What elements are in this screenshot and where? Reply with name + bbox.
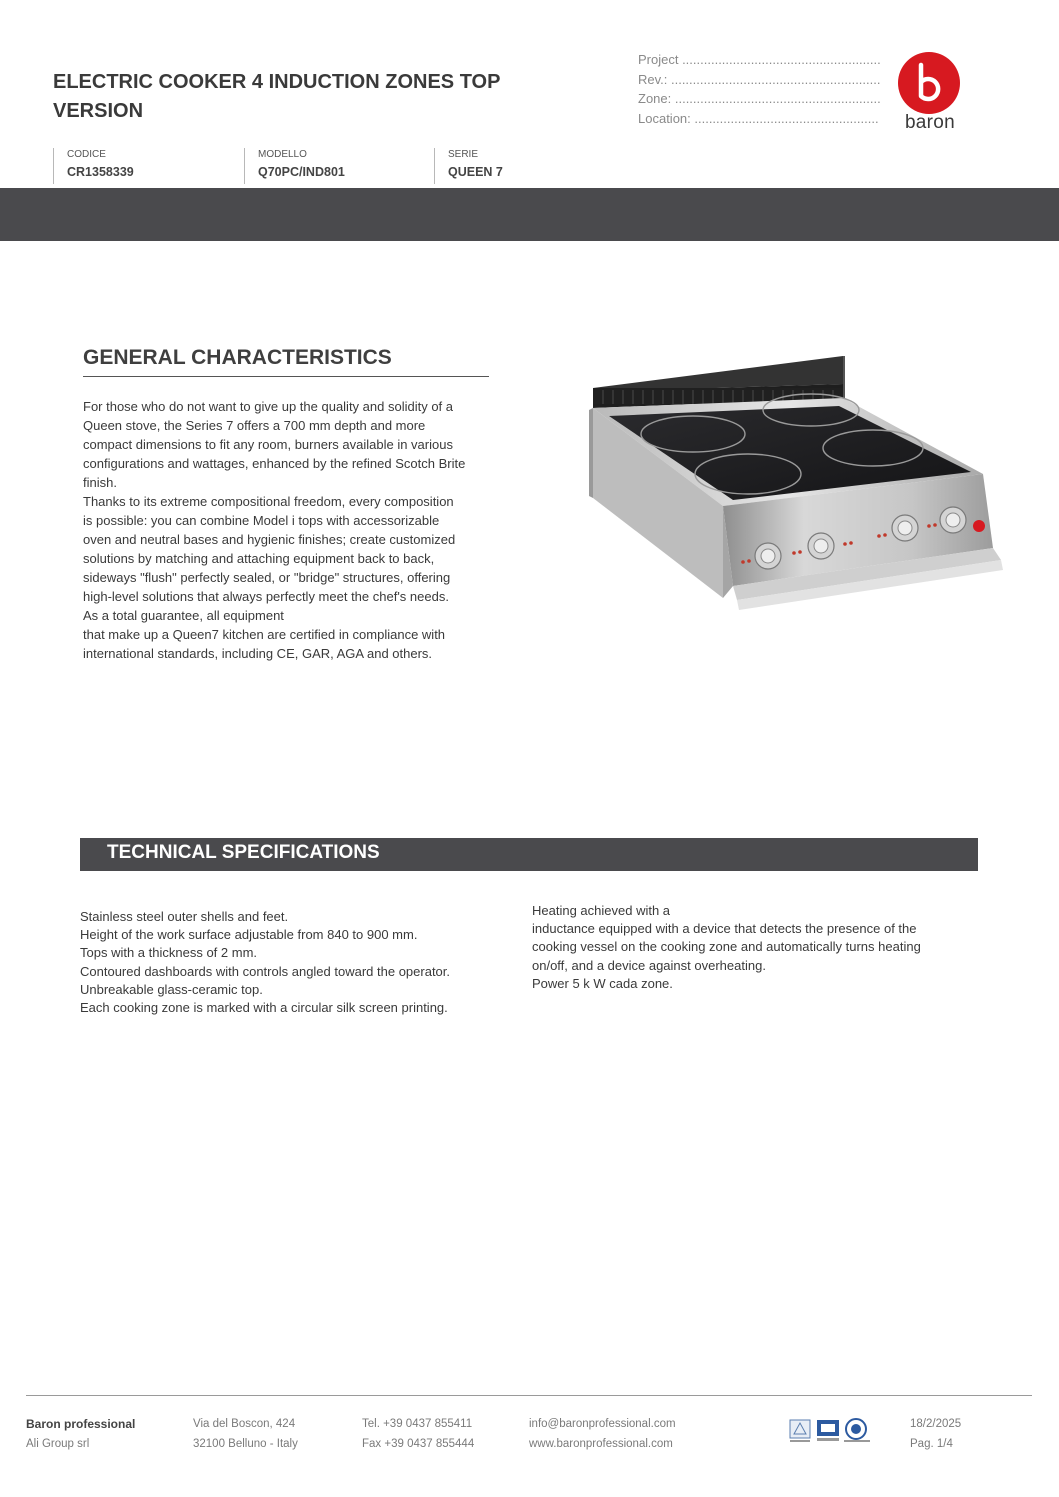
spec-line: Stainless steel outer shells and feet.: [80, 909, 289, 924]
text-line: Thanks to its extreme compositional freedom, every composition: [83, 494, 454, 509]
email-link[interactable]: info@baronprofessional.com: [529, 1418, 676, 1430]
meta-value: CR1358339: [67, 165, 134, 179]
footer-company: [26, 1414, 176, 1454]
specs-right-column: [532, 902, 962, 993]
revision-line: Rev.: ..........................................................: [638, 71, 881, 87]
website-link[interactable]: www.baronprofessional.com: [529, 1438, 673, 1450]
general-heading: GENERAL CHARACTERISTICS: [83, 346, 489, 377]
logo-wordmark: baron: [904, 112, 956, 133]
meta-codice: [53, 148, 243, 184]
spec-line: Height of the work surface adjustable from 840 to 900 mm.: [80, 927, 418, 943]
footer-divider: [26, 1395, 1032, 1396]
text-line: For those who do not want to give up the quality and solidity of a: [83, 399, 454, 414]
certification-mark-icon: [788, 1418, 812, 1442]
location-line: Location: ...................................................: [638, 110, 879, 126]
spec-line: inductance equipped with a device that detects the presence of the: [532, 921, 917, 937]
document-title: ELECTRIC COOKER 4 INDUCTION ZONES TOP VERSION: [53, 71, 501, 122]
footer-address: [193, 1414, 343, 1454]
footer-date-page: [910, 1414, 1020, 1454]
meta-value: QUEEN 7: [448, 165, 503, 179]
footer-contacts: [529, 1414, 729, 1454]
product-image: [583, 348, 1008, 628]
specs-left-column: [80, 908, 520, 1017]
meta-label: CODICE: [67, 149, 106, 160]
text-line: solutions by matching and attaching equipment back to back,: [83, 551, 435, 566]
text-line: As a total guarantee, all equipment: [83, 608, 284, 623]
fax: Fax +39 0437 855444: [362, 1438, 475, 1450]
telephone: Tel. +39 0437 855411: [362, 1418, 473, 1430]
general-text: [83, 397, 495, 663]
spec-line: cooking vessel on the cooking zone and automatically turns heating: [532, 939, 921, 955]
text-line: is possible: you can combine Model i tops with accessorizable: [83, 513, 440, 528]
meta-modello: [244, 148, 434, 184]
project-fields: [638, 50, 881, 128]
meta-label: MODELLO: [258, 149, 307, 160]
baron-logo: [896, 52, 964, 134]
text-line: oven and neutral bases and hygienic finishes; create customized: [83, 532, 456, 547]
text-line: Queen stove, the Series 7 offers a 700 mm depth and more: [83, 418, 426, 433]
specs-heading: TECHNICAL SPECIFICATIONS: [107, 842, 380, 863]
group-name: Ali Group srl: [26, 1438, 90, 1450]
csq-certification-icon: [816, 1418, 840, 1442]
logo-circle: [898, 52, 960, 114]
header-band: [0, 188, 1059, 241]
meta-value: Q70PC/IND801: [258, 165, 345, 179]
spec-line: Contoured dashboards with controls angled toward the operator.: [80, 963, 451, 979]
zone-line: Zone: .........................................................: [638, 91, 881, 106]
text-line: finish.: [83, 475, 117, 490]
text-line: compact dimensions to fit any room, burners available in various: [83, 437, 453, 452]
project-line: Project .......................................................: [638, 52, 881, 67]
text-line: high-level solutions that always perfectly meet the chef's needs.: [83, 589, 449, 604]
logo-b-glyph: [898, 52, 960, 114]
spec-line: Power 5 k W cada zone.: [532, 975, 673, 991]
text-line: that make up a Queen7 kitchen are certified in compliance with: [83, 627, 446, 642]
print-date: 18/2/2025: [910, 1418, 962, 1430]
address-line: 32100 Belluno - Italy: [193, 1438, 298, 1450]
meta-serie: [434, 148, 624, 184]
meta-label: SERIE: [448, 149, 479, 160]
spec-line: Heating achieved with a: [532, 903, 671, 918]
iqnet-certification-icon: [844, 1418, 868, 1442]
text-line: international standards, including CE, GAR, AGA and others.: [83, 646, 433, 661]
address-line: Via del Boscon, 424: [193, 1418, 296, 1430]
spec-line: Each cooking zone is marked with a circular silk screen printing.: [80, 1000, 448, 1016]
specs-band: [80, 838, 978, 871]
footer-phone: [362, 1414, 512, 1454]
company-name: Baron professional: [26, 1417, 136, 1431]
spec-line: Unbreakable glass-ceramic top.: [80, 981, 263, 997]
text-line: sideways "flush" perfectly sealed, or "bridge" structures, offering: [83, 570, 451, 585]
text-line: configurations and wattages, enhanced by the refined Scotch Brite: [83, 456, 466, 471]
induction-cooker-illustration: [583, 348, 1008, 628]
page-number: Pag. 1/4: [910, 1438, 953, 1450]
spec-line: Tops with a thickness of 2 mm.: [80, 945, 258, 961]
spec-line: on/off, and a device against overheating.: [532, 957, 766, 973]
